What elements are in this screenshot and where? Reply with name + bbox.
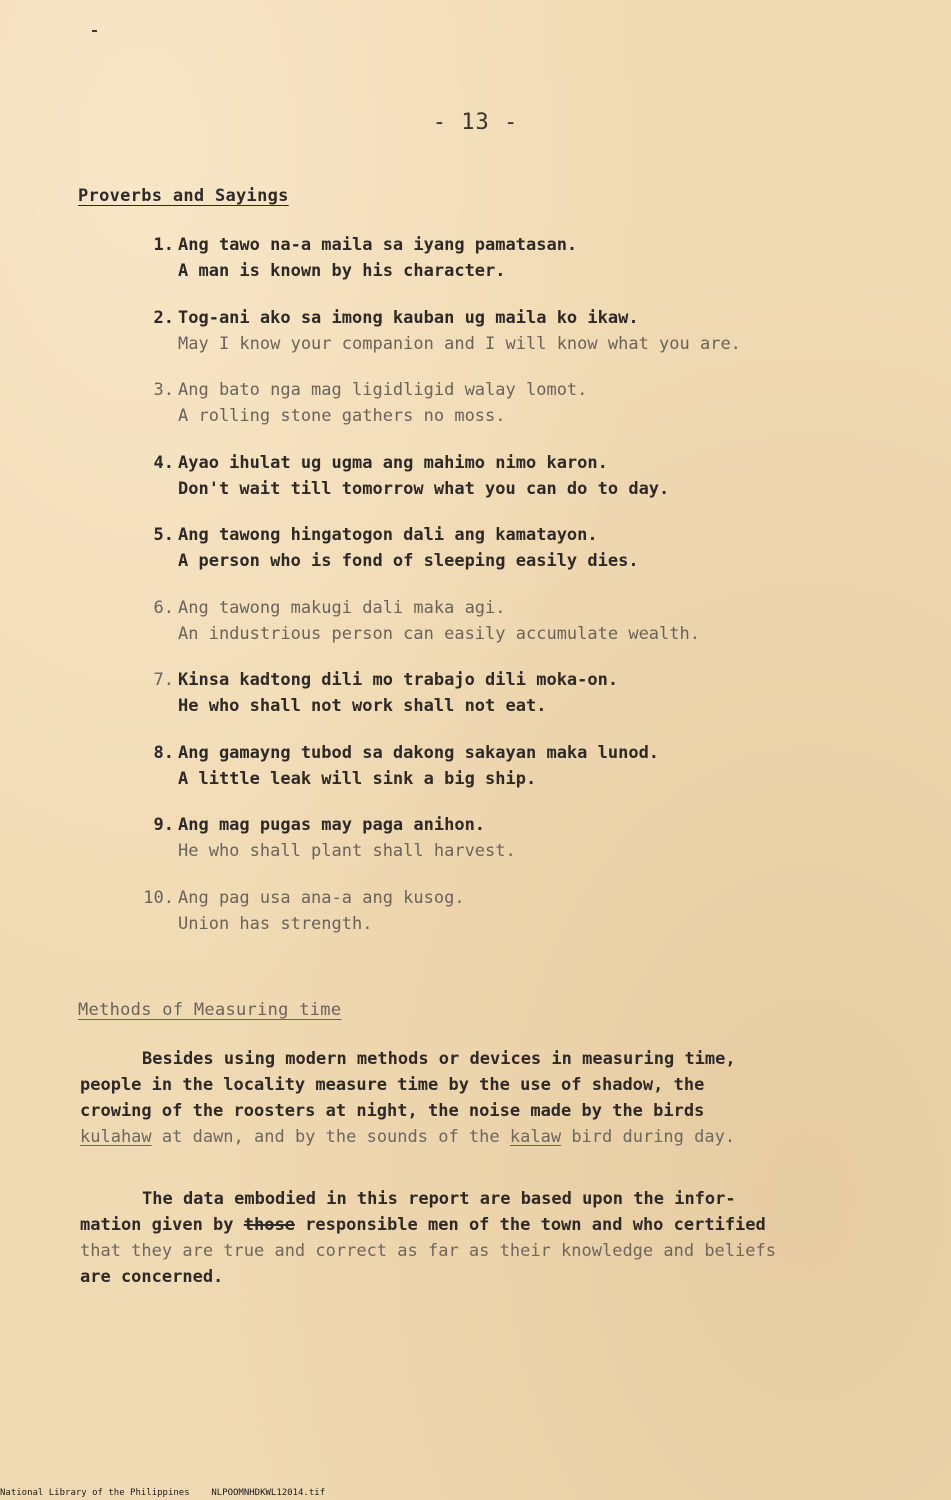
proverb-local: Ang tawong makugi dali maka agi. — [178, 597, 506, 618]
proverb-local: Kinsa kadtong dili mo trabajo dili moka-on. — [178, 670, 619, 690]
methods-line: Besides using modern methods or devices in measuring time, — [142, 1049, 736, 1069]
proverb-local: Ang tawo na-a maila sa iyang pamatasan. — [178, 235, 578, 255]
archive-footer: National Library of the Philippines NLPOOMNHDKWL12014.tif — [0, 1488, 326, 1498]
kulahaw-term: kulahaw — [80, 1127, 152, 1147]
proverb-number: 5. — [153, 525, 174, 545]
proverb-number: 2. — [153, 307, 174, 328]
proverb-english: He who shall not work shall not eat. — [178, 696, 547, 716]
ink-speck — [92, 30, 97, 32]
methods-line-text: at dawn, and by the sounds of the — [151, 1127, 510, 1147]
proverb-list — [128, 232, 928, 957]
proverb-item — [128, 885, 928, 958]
closing-line — [80, 1212, 910, 1238]
proverb-item — [128, 232, 928, 305]
proverb-number: 7. — [153, 670, 174, 690]
methods-line: crowing of the roosters at night, the noise made by the birds — [80, 1101, 705, 1121]
proverb-number: 1. — [153, 235, 174, 255]
proverb-number: 8. — [153, 742, 174, 763]
proverb-number: 9. — [153, 815, 174, 835]
closing-line: The data embodied in this report are based upon the infor- — [142, 1189, 736, 1209]
closing-line-text: mation given by — [80, 1215, 244, 1235]
proverb-english: He who shall plant shall harvest. — [178, 841, 516, 861]
proverb-local: Ang mag pugas may paga anihon. — [178, 815, 486, 835]
proverb-local: Ayao ihulat ug ugma ang mahimo nimo karon. — [178, 452, 608, 473]
proverb-item — [128, 305, 928, 378]
proverb-item — [128, 812, 928, 885]
proverb-english: May I know your companion and I will know what you are. — [178, 333, 741, 354]
proverb-local: Ang tawong hingatogon dali ang kamatayon. — [178, 525, 598, 545]
proverb-english: Union has strength. — [178, 913, 373, 934]
proverbs-heading: Proverbs and Sayings — [78, 186, 289, 206]
proverb-english: A little leak will sink a big ship. — [178, 768, 537, 789]
proverb-item — [128, 667, 928, 740]
proverb-number: 4. — [153, 452, 174, 473]
proverb-english: An industrious person can easily accumulate wealth. — [178, 623, 700, 644]
methods-line-text: bird during day. — [561, 1127, 736, 1147]
page-number: - 13 - — [432, 110, 519, 135]
closing-line: are concerned. — [80, 1267, 224, 1287]
methods-line — [80, 1124, 910, 1150]
proverb-local: Ang pag usa ana-a ang kusog. — [178, 887, 465, 908]
proverb-number: 3. — [153, 380, 174, 400]
methods-line: people in the locality measure time by the use of shadow, the — [80, 1075, 705, 1095]
methods-heading: Methods of Measuring time — [78, 1000, 342, 1020]
proverb-english: A man is known by his character. — [178, 261, 506, 281]
proverb-english: A rolling stone gathers no moss. — [178, 406, 506, 426]
proverb-english: Don't wait till tomorrow what you can do to day. — [178, 478, 670, 499]
closing-line: that they are true and correct as far as their knowledge and beliefs — [80, 1241, 776, 1261]
closing-line-text: responsible men of the town and who certified — [294, 1215, 766, 1235]
proverb-number: 6. — [153, 597, 174, 618]
proverb-item — [128, 595, 928, 668]
closing-paragraph — [80, 1186, 910, 1290]
struck-word: those — [243, 1215, 295, 1235]
proverb-item — [128, 522, 928, 595]
proverb-item — [128, 740, 928, 813]
methods-paragraph — [80, 1046, 910, 1150]
proverb-local: Tog-ani ako sa imong kauban ug maila ko ikaw. — [178, 307, 639, 328]
proverb-item — [128, 450, 928, 523]
proverb-item — [128, 377, 928, 450]
proverb-english: A person who is fond of sleeping easily dies. — [178, 551, 639, 571]
proverb-local: Ang gamayng tubod sa dakong sakayan maka lunod. — [178, 742, 660, 763]
proverb-local: Ang bato nga mag ligidligid walay lomot. — [178, 380, 588, 400]
kalaw-term: kalaw — [509, 1127, 562, 1147]
proverb-number: 10. — [143, 887, 174, 908]
